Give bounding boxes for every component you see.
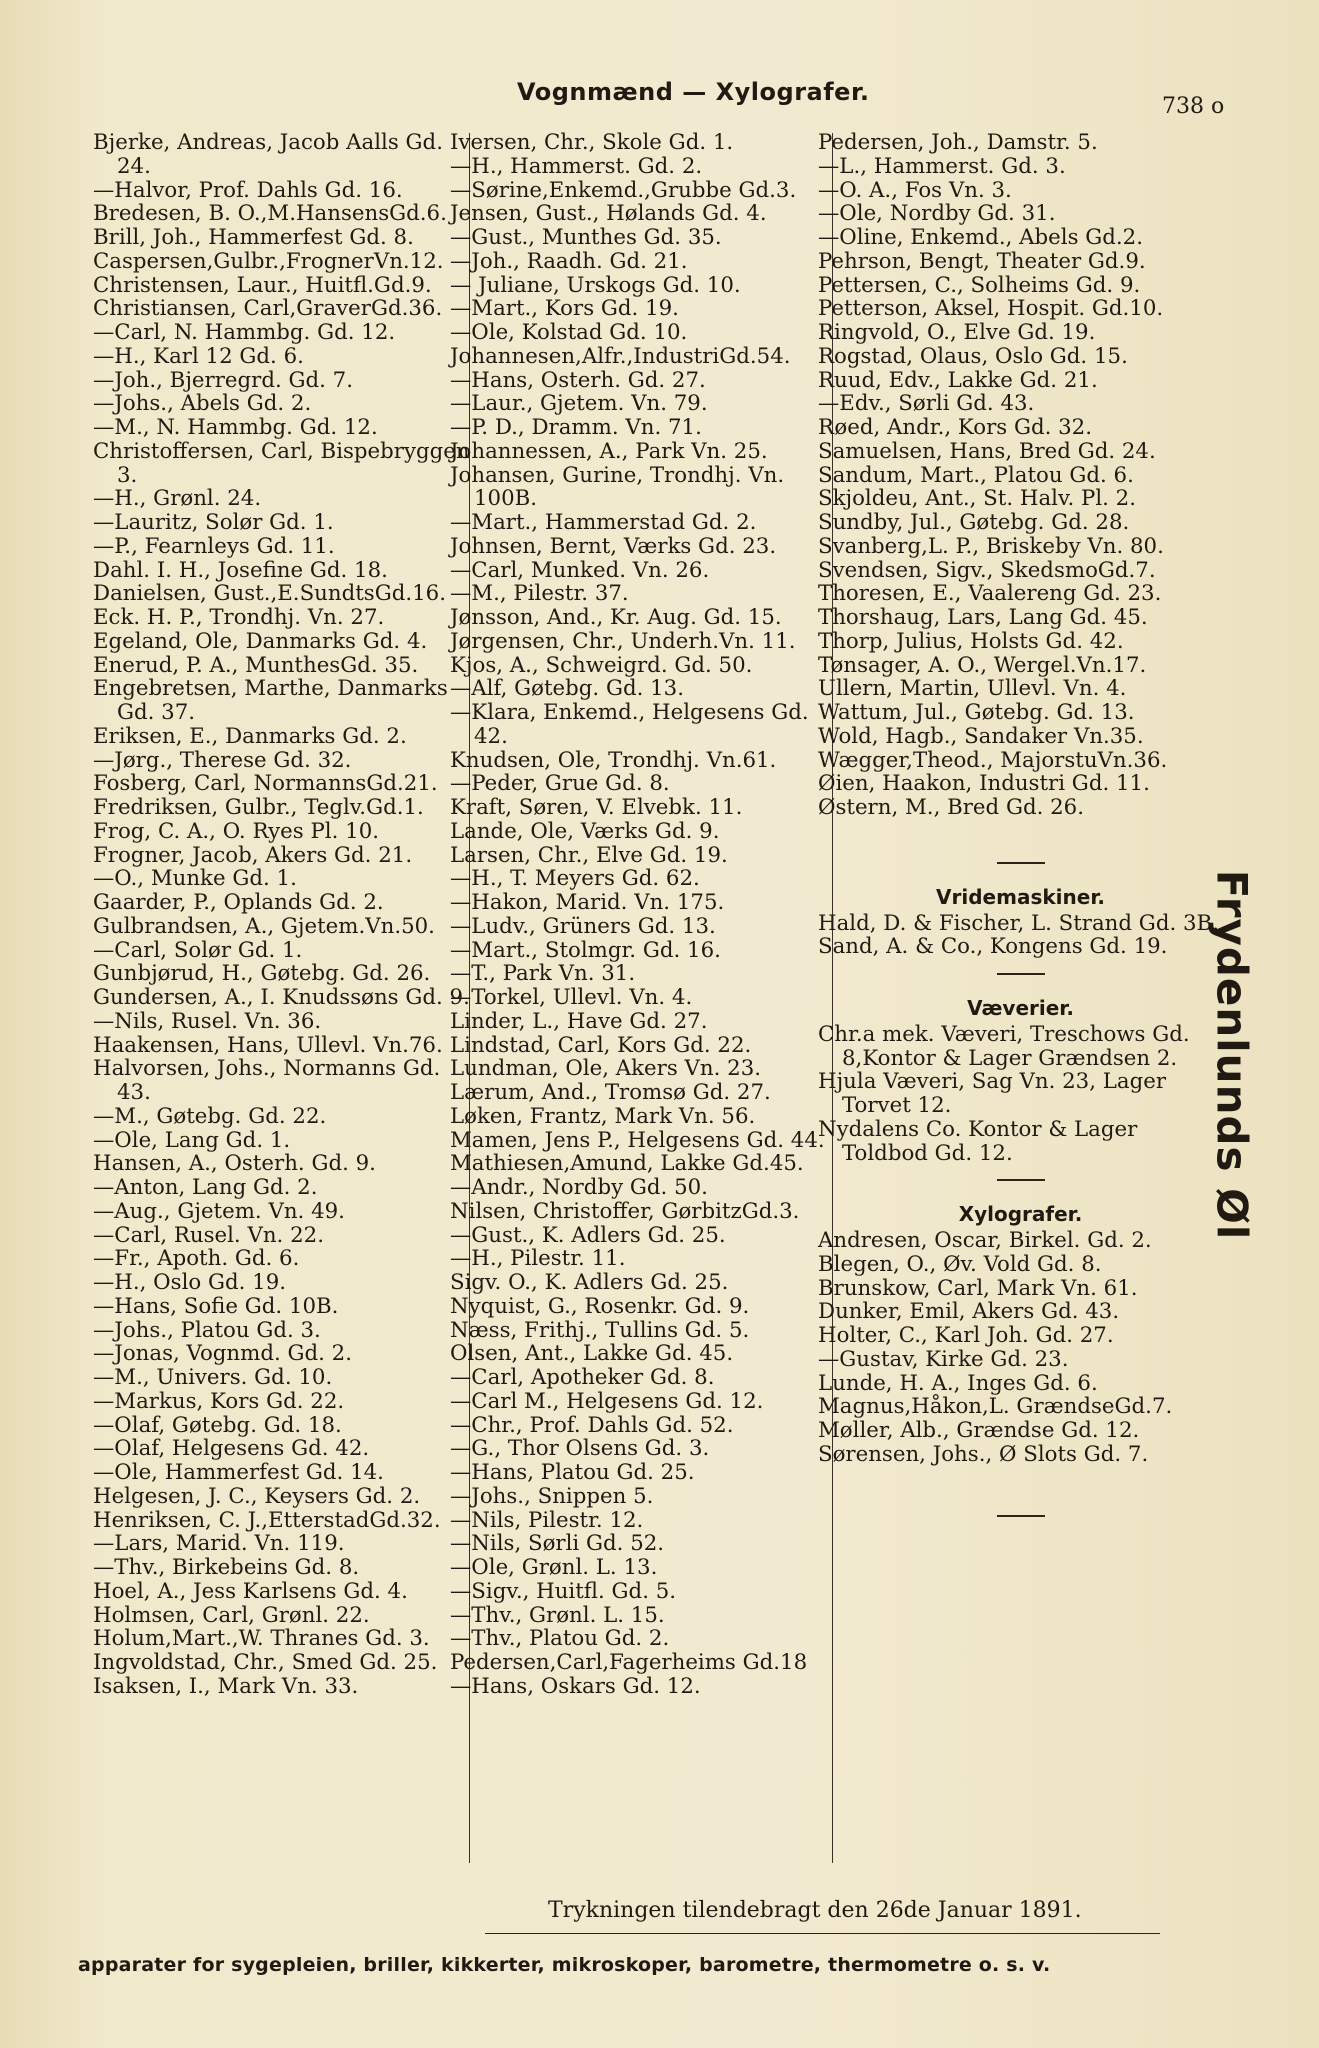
list-item: —Nils, Pilestr. 12.: [450, 1507, 644, 1533]
list-item: —Edv., Sørli Gd. 43.: [818, 391, 1035, 417]
list-item: Andresen, Oscar, Birkel. Gd. 2.: [818, 1228, 1152, 1253]
list-item: Henriksen, C. J.,EtterstadGd.32.: [93, 1507, 441, 1533]
list-item: —Thv., Platou Gd. 2.: [450, 1626, 670, 1652]
list-item: —Hakon, Marid. Vn. 175.: [450, 890, 725, 915]
list-item: —Joh., Raadh. Gd. 21.: [450, 248, 688, 274]
list-item: Nydalens Co. Kontor & Lager Toldbod Gd. 12.: [818, 1116, 1138, 1166]
list-item: Eriksen, E., Danmarks Gd. 2.: [93, 723, 407, 749]
list-item: —Mart., Kors Gd. 19.: [450, 296, 679, 322]
list-item: Rogstad, Olaus, Oslo Gd. 15.: [818, 343, 1128, 369]
list-item: —Aug., Gjetem. Vn. 49.: [93, 1198, 345, 1224]
page-number: 738 o: [1162, 94, 1225, 119]
list-item: —M., Pilestr. 37.: [450, 581, 629, 607]
list-item: —Nils, Sørli Gd. 52.: [450, 1531, 665, 1557]
list-item: —Laur., Gjetem. Vn. 79.: [450, 391, 708, 417]
list-item: —Carl, Rusel. Vn. 22.: [93, 1222, 324, 1248]
page-title: Vognmænd — Xylografer.: [517, 78, 870, 106]
list-item: Egeland, Ole, Danmarks Gd. 4.: [93, 628, 428, 654]
list-item: —Alf, Gøtebg. Gd. 13.: [450, 676, 685, 702]
list-item: Svanberg,L. P., Briskeby Vn. 80.: [818, 533, 1164, 559]
printing-note: Trykningen tilendebragt den 26de Januar 1891.: [548, 1898, 1082, 1923]
section-separator: [997, 862, 1045, 864]
section-separator: [997, 973, 1045, 975]
list-item: —Johs., Snippen 5.: [450, 1483, 654, 1509]
list-item: —Joh., Bjerregrd. Gd. 7.: [93, 367, 353, 393]
list-item: —Gust., Munthes Gd. 35.: [450, 225, 722, 250]
list-item: —H., T. Meyers Gd. 62.: [450, 866, 700, 892]
list-item: Iversen, Chr., Skole Gd. 1.: [450, 130, 734, 155]
list-item: Jønsson, And., Kr. Aug. Gd. 15.: [450, 605, 782, 630]
list-item: Christensen, Laur., Huitfl.Gd.9.: [93, 272, 432, 298]
list-item: Petterson, Aksel, Hospit. Gd.10.: [818, 296, 1164, 322]
list-item: —Hans, Platou Gd. 25.: [450, 1460, 695, 1485]
list-item: —Mart., Stolmgr. Gd. 16.: [450, 937, 721, 963]
list-item: —Sigv., Huitfl. Gd. 5.: [450, 1578, 677, 1604]
list-item: —Ole, Hammerfest Gd. 14.: [93, 1460, 384, 1485]
list-item: —Thv., Grønl. L. 15.: [450, 1602, 665, 1628]
list-item: Lærum, And., Tromsø Gd. 27.: [450, 1080, 771, 1105]
list-item: —Oline, Enkemd., Abels Gd.2.: [818, 225, 1144, 250]
list-item: Gaarder, P., Oplands Gd. 2.: [93, 890, 384, 915]
list-item: Thoresen, E., Vaalereng Gd. 23.: [818, 581, 1162, 607]
list-item: Hoel, A., Jess Karlsens Gd. 4.: [93, 1578, 408, 1604]
list-item: Holmsen, Carl, Grønl. 22.: [93, 1602, 370, 1628]
list-item: —M., N. Hammbg. Gd. 12.: [93, 415, 378, 440]
list-item: Thorshaug, Lars, Lang Gd. 45.: [818, 605, 1148, 630]
column-1: [93, 131, 471, 1699]
list-item: Ullern, Martin, Ullevl. Vn. 4.: [818, 676, 1127, 702]
list-item: —Olaf, Gøtebg. Gd. 18.: [93, 1412, 342, 1438]
list-item: Pehrson, Bengt, Theater Gd.9.: [818, 248, 1146, 274]
list-item: Brunskow, Carl, Mark Vn. 61.: [818, 1275, 1138, 1301]
list-item: Johannessen, A., Park Vn. 25.: [450, 438, 768, 464]
list-item: Jørgensen, Chr., Underh.Vn. 11.: [450, 628, 796, 654]
list-item: —Carl, Munked. Vn. 26.: [450, 557, 710, 583]
list-item: —Ole, Lang Gd. 1.: [93, 1127, 291, 1153]
list-item: Wægger,Theod., MajorstuVn.36.: [818, 747, 1168, 773]
side-advertisement: [1204, 869, 1260, 1241]
bottom-advertisement: apparater for sygepleien, briller, kikkerter, mikroskoper, barometre, thermometre o. s. v.: [78, 1954, 1051, 1976]
list-item: Lundman, Ole, Akers Vn. 23.: [450, 1056, 762, 1082]
list-item: Lunde, H. A., Inges Gd. 6.: [818, 1370, 1098, 1396]
list-item: Mathiesen,Amund, Lakke Gd.45.: [450, 1151, 804, 1177]
list-item: Dunker, Emil, Akers Gd. 43.: [818, 1299, 1120, 1325]
side-advertisement-text: Frydenlunds Øl: [1207, 869, 1257, 1241]
list-item: Røed, Andr., Kors Gd. 32.: [818, 415, 1092, 440]
list-item: —H., Karl 12 Gd. 6.: [93, 343, 304, 369]
list-item: Brill, Joh., Hammerfest Gd. 8.: [93, 225, 414, 250]
list-item: —Fr., Apoth. Gd. 6.: [93, 1246, 300, 1272]
list-item: —Jonas, Vognmd. Gd. 2.: [93, 1341, 353, 1367]
list-item: Østern, M., Bred Gd. 26.: [818, 795, 1084, 820]
list-item: Thorp, Julius, Holsts Gd. 42.: [818, 628, 1124, 654]
list-item: —Lars, Marid. Vn. 119.: [93, 1531, 345, 1557]
list-item: —Markus, Kors Gd. 22.: [93, 1388, 345, 1414]
list-item: Knudsen, Ole, Trondhj. Vn.61.: [450, 747, 777, 773]
list-item: Nyquist, G., Rosenkr. Gd. 9.: [450, 1293, 750, 1319]
xylografer-list: [818, 1229, 1223, 1467]
list-item: Christiansen, Carl,GraverGd.36.: [93, 296, 443, 322]
list-item: Engebretsen, Marthe, Danmarks Gd. 37.: [93, 676, 448, 725]
list-item: Larsen, Chr., Elve Gd. 19.: [450, 842, 728, 868]
list-item: —Carl, Solør Gd. 1.: [93, 937, 303, 963]
list-item: —Anton, Lang Gd. 2.: [93, 1175, 318, 1200]
list-item: Gunbjørud, H., Gøtebg. Gd. 26.: [93, 961, 431, 987]
list-item: Sandum, Mart., Platou Gd. 6.: [818, 462, 1134, 488]
list-item: —H., Grønl. 24.: [93, 486, 262, 512]
list-item: —P., Fearnleys Gd. 11.: [93, 533, 335, 559]
list-item: Magnus,Håkon,L. GrændseGd.7.: [818, 1394, 1173, 1420]
list-item: Christoffersen, Carl, Bispebryggen 3.: [93, 438, 470, 488]
list-item: —Thv., Birkebeins Gd. 8.: [93, 1555, 360, 1580]
list-item: Jensen, Gust., Hølands Gd. 4.: [450, 201, 767, 227]
list-item: Haakensen, Hans, Ullevl. Vn.76.: [93, 1032, 443, 1058]
list-item: Møller, Alb., Grændse Gd. 12.: [818, 1418, 1140, 1443]
list-item: Frog, C. A., O. Ryes Pl. 10.: [93, 818, 380, 844]
list-item: Fosberg, Carl, NormannsGd.21.: [93, 771, 438, 797]
list-item: Bredesen, B. O.,M.HansensGd.6.: [93, 201, 447, 227]
list-item: Bjerke, Andreas, Jacob Aalls Gd. 24.: [93, 130, 443, 179]
section-title-vridemaskiner: Vridemaskiner.: [936, 884, 1105, 909]
list-item: —Gust., K. Adlers Gd. 25.: [450, 1222, 726, 1248]
vaeverier-list: [818, 1023, 1223, 1166]
list-item: Svendsen, Sigv., SkedsmoGd.7.: [818, 557, 1156, 583]
list-item: —Carl, Apotheker Gd. 8.: [450, 1365, 715, 1390]
list-item: Johansen, Gurine, Trondhj. Vn. 100B.: [450, 462, 785, 512]
list-item: —Hans, Sofie Gd. 10B.: [93, 1293, 339, 1319]
list-item: Isaksen, I., Mark Vn. 33.: [93, 1673, 359, 1699]
list-item: —L., Hammerst. Gd. 3.: [818, 153, 1066, 179]
column-2: [450, 131, 837, 1699]
list-item: Ingvoldstad, Chr., Smed Gd. 25.: [93, 1650, 438, 1675]
list-item: —Klara, Enkemd., Helgesens Gd. 42.: [450, 700, 809, 749]
list-item: Dahl. I. H., Josefine Gd. 18.: [93, 557, 388, 583]
footer-rule: [485, 1933, 1160, 1934]
list-item: Gulbrandsen, A., Gjetem.Vn.50.: [93, 913, 435, 939]
list-item: Blegen, O., Øv. Vold Gd. 8.: [818, 1251, 1102, 1277]
list-item: —Nils, Rusel. Vn. 36.: [93, 1008, 322, 1034]
list-item: Samuelsen, Hans, Bred Gd. 24.: [818, 438, 1156, 464]
list-item: Sundby, Jul., Gøtebg. Gd. 28.: [818, 510, 1130, 535]
list-item: —Halvor, Prof. Dahls Gd. 16.: [93, 177, 403, 203]
section-separator: [997, 1515, 1045, 1517]
list-item: Hjula Væveri, Sag Vn. 23, Lager Torvet 12.: [818, 1069, 1166, 1118]
list-item: Helgesen, J. C., Keysers Gd. 2.: [93, 1483, 421, 1509]
list-item: —Chr., Prof. Dahls Gd. 52.: [450, 1412, 734, 1438]
list-item: Holter, C., Karl Joh. Gd. 27.: [818, 1323, 1114, 1348]
list-item: — Juliane, Urskogs Gd. 10.: [450, 272, 741, 298]
list-item: Løken, Frantz, Mark Vn. 56.: [450, 1103, 756, 1129]
section-title-vaeverier: Væverier.: [967, 996, 1074, 1020]
list-item: —Olaf, Helgesens Gd. 42.: [93, 1436, 370, 1462]
list-item: Fredriksen, Gulbr., Teglv.Gd.1.: [93, 795, 424, 820]
list-item: —H., Hammerst. Gd. 2.: [450, 153, 703, 179]
list-item: —Ole, Kolstad Gd. 10.: [450, 320, 688, 345]
list-item: —Lauritz, Solør Gd. 1.: [93, 510, 334, 535]
list-item: Chr.a mek. Væveri, Treschows Gd. 8,Kontor & Lager Grændsen 2.: [818, 1021, 1190, 1071]
vognmaend-list-continued: [818, 131, 1223, 820]
list-item: Sigv. O., K. Adlers Gd. 25.: [450, 1270, 729, 1295]
list-item: Hansen, A., Osterh. Gd. 9.: [93, 1151, 376, 1177]
list-item: Nilsen, Christoffer, GørbitzGd.3.: [450, 1198, 800, 1224]
section-separator: [997, 1179, 1045, 1181]
column-3: [818, 131, 1223, 1539]
list-item: Johannesen,Alfr.,IndustriGd.54.: [450, 343, 791, 369]
list-item: Pettersen, C., Solheims Gd. 9.: [818, 272, 1141, 298]
list-item: —T., Park Vn. 31.: [450, 961, 636, 987]
list-item: —Mart., Hammerstad Gd. 2.: [450, 510, 757, 535]
list-item: —Sørine,Enkemd.,Grubbe Gd.3.: [450, 177, 797, 203]
list-item: Danielsen, Gust.,E.SundtsGd.16.: [93, 581, 447, 607]
list-item: Enerud, P. A., MunthesGd. 35.: [93, 652, 419, 678]
list-item: Holum,Mart.,W. Thranes Gd. 3.: [93, 1626, 430, 1652]
list-item: —G., Thor Olsens Gd. 3.: [450, 1436, 710, 1462]
list-item: Tønsager, A. O., Wergel.Vn.17.: [818, 652, 1147, 678]
list-item: —M., Univers. Gd. 10.: [93, 1365, 333, 1390]
list-item: —P. D., Dramm. Vn. 71.: [450, 415, 702, 440]
list-item: —Hans, Oskars Gd. 12.: [450, 1673, 701, 1699]
page-header: [0, 78, 1319, 119]
list-item: Ruud, Edv., Lakke Gd. 21.: [818, 367, 1098, 393]
list-item: Olsen, Ant., Lakke Gd. 45.: [450, 1341, 734, 1367]
list-item: Lindstad, Carl, Kors Gd. 22.: [450, 1032, 752, 1058]
list-item: Øien, Haakon, Industri Gd. 11.: [818, 771, 1150, 797]
list-item: —Peder, Grue Gd. 8.: [450, 771, 670, 797]
list-item: —Gustav, Kirke Gd. 23.: [818, 1346, 1069, 1372]
list-item: —Carl M., Helgesens Gd. 12.: [450, 1388, 764, 1414]
list-item: Mamen, Jens P., Helgesens Gd. 44.: [450, 1127, 825, 1153]
vridemaskiner-list: [818, 912, 1223, 960]
list-item: Hald, D. & Fischer, L. Strand Gd. 3B.: [818, 910, 1219, 936]
list-item: Wold, Hagb., Sandaker Vn.35.: [818, 723, 1144, 749]
list-item: —Ole, Grønl. L. 13.: [450, 1555, 658, 1580]
list-item: —Johs., Platou Gd. 3.: [93, 1317, 321, 1343]
list-item: Ringvold, O., Elve Gd. 19.: [818, 320, 1096, 345]
list-item: Næss, Frithj., Tullins Gd. 5.: [450, 1317, 750, 1343]
list-item: —Hans, Osterh. Gd. 27.: [450, 367, 706, 393]
list-item: Pedersen,Carl,Fagerheims Gd.18: [450, 1650, 808, 1675]
list-item: Gundersen, A., I. Knudssøns Gd. 9.: [93, 985, 470, 1010]
list-item: —Torkel, Ullevl. Vn. 4.: [450, 985, 693, 1010]
list-item: —Johs., Abels Gd. 2.: [93, 391, 312, 417]
list-item: —Andr., Nordby Gd. 50.: [450, 1175, 708, 1200]
list-item: Pedersen, Joh., Damstr. 5.: [818, 130, 1098, 155]
list-item: Wattum, Jul., Gøtebg. Gd. 13.: [818, 700, 1135, 725]
list-item: —O., Munke Gd. 1.: [93, 866, 297, 892]
list-item: Johnsen, Bernt, Værks Gd. 23.: [450, 533, 777, 559]
list-item: —O. A., Fos Vn. 3.: [818, 177, 1012, 203]
list-item: Frogner, Jacob, Akers Gd. 21.: [93, 842, 413, 868]
list-item: Caspersen,Gulbr.,FrognerVn.12.: [93, 248, 444, 274]
list-item: Halvorsen, Johs., Normanns Gd. 43.: [93, 1056, 441, 1105]
list-item: —Ludv., Grüners Gd. 13.: [450, 913, 716, 939]
list-item: —Jørg., Therese Gd. 32.: [93, 747, 352, 773]
list-item: Linder, L., Have Gd. 27.: [450, 1008, 708, 1034]
list-item: Sørensen, Johs., Ø Slots Gd. 7.: [818, 1441, 1149, 1467]
list-item: —M., Gøtebg. Gd. 22.: [93, 1103, 327, 1129]
list-item: Skjoldeu, Ant., St. Halv. Pl. 2.: [818, 486, 1136, 512]
list-item: —Carl, N. Hammbg. Gd. 12.: [93, 320, 396, 345]
list-item: Lande, Ole, Værks Gd. 9.: [450, 818, 720, 844]
list-item: Kraft, Søren, V. Elvebk. 11.: [450, 795, 743, 820]
list-item: Eck. H. P., Trondhj. Vn. 27.: [93, 605, 385, 630]
list-item: —H., Pilestr. 11.: [450, 1246, 626, 1272]
list-item: —Ole, Nordby Gd. 31.: [818, 201, 1056, 227]
list-item: —H., Oslo Gd. 19.: [93, 1270, 287, 1295]
list-item: Kjos, A., Schweigrd. Gd. 50.: [450, 652, 753, 678]
list-item: Sand, A. & Co., Kongens Gd. 19.: [818, 934, 1168, 960]
section-title-xylografer: Xylografer.: [958, 1202, 1083, 1227]
